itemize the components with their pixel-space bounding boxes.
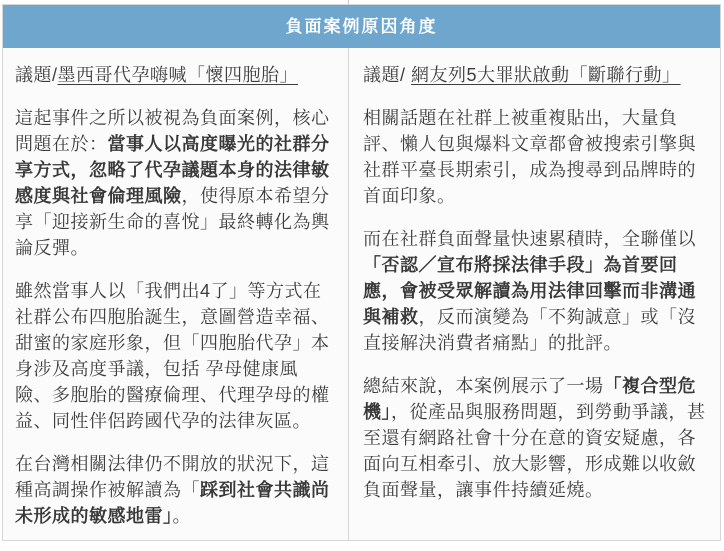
paragraph bbox=[15, 278, 334, 434]
body-text: 這起事件之所以被視為負面案例，核心問題在於： bbox=[15, 108, 330, 154]
emphasis-text: 踩到社會共識尚未形成的敏感地雷」 bbox=[15, 480, 330, 526]
paragraph bbox=[15, 105, 334, 261]
right-topic-line bbox=[363, 62, 706, 88]
body-text: 雖然當事人以「我們出4了」等方式在社群公布四胞胎誕生，意圖營造幸福、甜蜜的家庭形象，但「四胞胎代孕」本身涉及高度爭議，包括 孕母健康風險、多胞胎的醫療倫理、代理孕母的權益、同性伴侶跨國代孕的法律灰區。 bbox=[15, 281, 330, 431]
body-text: 相關話題在社群上被重複貼出，大量負評、懶人包與爆料文章都會被搜索引擎與社群平臺長期索引，成為搜尋到品牌時的首面印象。 bbox=[363, 108, 696, 206]
body-text: ，使得原本希望分享「迎接新生命的喜悅」最終轉化為輿論反彈。 bbox=[15, 186, 330, 258]
body-text: 總結來說，本案例展示了一場 bbox=[363, 376, 604, 396]
body-text: 在台灣相關法律仍不開放的狀況下，這種高調操作被解讀為「 bbox=[15, 454, 330, 500]
right-topic-prefix: 議題/ bbox=[363, 65, 412, 85]
body-text: 。 bbox=[172, 506, 191, 526]
negative-case-table bbox=[2, 4, 721, 541]
left-topic-link[interactable]: 墨西哥代孕嗨喊「懷四胞胎」 bbox=[57, 65, 299, 85]
right-topic-link[interactable]: 網友列5大罪狀啟動「斷聯行動」 bbox=[411, 65, 681, 85]
right-paragraphs bbox=[363, 105, 706, 503]
paragraph bbox=[363, 105, 706, 209]
body-text: 而在社群負面聲量快速累積時，全聯僅以 bbox=[363, 229, 696, 249]
paragraph bbox=[363, 226, 706, 356]
left-column bbox=[3, 48, 349, 540]
left-paragraphs bbox=[15, 105, 334, 529]
body-text: ，從產品與服務問題，到勞動爭議，甚至還有網路社會十分在意的資安疑慮，各面向互相牽引、放大影響，形成難以收斂負面聲量，讓事件持續延燒。 bbox=[363, 402, 706, 500]
table-title: 負面案例原因角度 bbox=[3, 5, 720, 48]
emphasis-text: 當事人以高度曝光的社群分享方式，忽略了代孕議題本身的法律敏感度與社會倫理風險 bbox=[15, 134, 330, 206]
emphasis-text: 「複合型危機」 bbox=[363, 376, 696, 422]
left-topic-prefix: 議題/ bbox=[15, 65, 58, 85]
body-text: ，反而演變為「不夠誠意」或「沒直接解決消費者痛點」的批評。 bbox=[363, 307, 696, 353]
paragraph bbox=[363, 373, 706, 503]
paragraph bbox=[15, 451, 334, 529]
emphasis-text: 「否認／宣布將採法律手段」為首要回應，會被受眾解讀為用法律回擊而非溝通與補救 bbox=[363, 255, 696, 327]
table-body bbox=[3, 48, 720, 540]
right-column bbox=[349, 48, 720, 540]
left-topic-line bbox=[15, 62, 334, 88]
